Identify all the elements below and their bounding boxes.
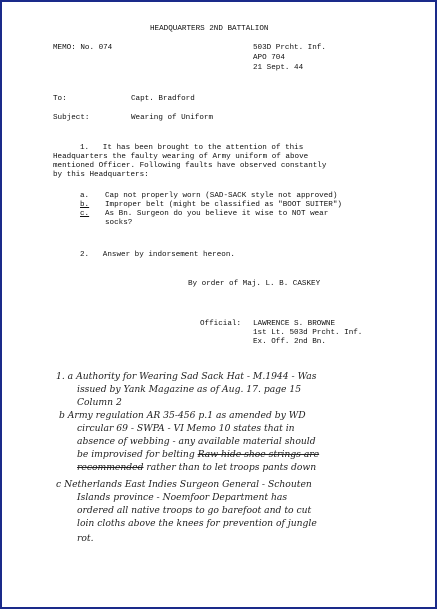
memo-apo: APO 704 (253, 54, 285, 62)
fault-b-letter: b. (80, 201, 90, 209)
handwritten-a-line: Column 2 (77, 397, 122, 408)
handwritten-b-struck-text: Raw hide shoe strings are (197, 449, 320, 460)
header-title: HEADQUARTERS 2ND BATTALION (150, 25, 269, 33)
order-line: By order of Maj. L. B. CASKEY (188, 280, 321, 288)
fault-a-text: Cap not properly worn (SAD-SACK style not approved) (105, 192, 338, 200)
handwritten-b-line: b Army regulation AR 35-456 p.1 as amended by WD (59, 410, 306, 421)
para1-line: mentioned Officer. Following faults have observed constantly (53, 162, 327, 170)
handwritten-b-text: be improvised for belting (77, 449, 195, 460)
handwritten-c-line: loin cloths above the knees for prevention of jungle (77, 518, 317, 529)
handwritten-a-line: issued by Yank Magazine as of Aug. 17. page 15 (77, 384, 302, 395)
memo-date: 21 Sept. 44 (253, 64, 304, 72)
to-label: To: (53, 95, 67, 103)
para2: 2. Answer by indorsement hereon. (80, 251, 235, 259)
fault-a-letter: a. (80, 192, 90, 200)
memo-number: MEMO: No. 074 (53, 44, 113, 52)
fault-c-text: As Bn. Surgeon do you believe it wise to NOT wear (105, 210, 329, 218)
fault-c-letter: c. (80, 210, 90, 218)
handwritten-b-text: rather than to let troops pants down (146, 462, 317, 473)
signature-name: LAWRENCE S. BROWNE (253, 320, 336, 328)
subject-value: Wearing of Uniform (131, 114, 214, 122)
handwritten-b-line: absence of webbing - any available material should (77, 436, 316, 447)
para1-line: Headquarters the faulty wearing of Army uniform of above (53, 153, 309, 161)
handwritten-c-line: Islands province - Noemfoor Department has (77, 492, 288, 503)
memo-unit: 503D Prcht. Inf. (253, 44, 326, 52)
handwritten-c-line: ordered all native troops to go barefoot and to cut (77, 505, 312, 516)
handwritten-c-line: c Netherlands East Indies Surgeon General - Schouten (56, 479, 312, 490)
to-value: Capt. Bradford (131, 95, 195, 103)
handwritten-c-line: rot. (77, 533, 94, 544)
fault-b-text: Improper belt (might be classified as "BOOT SUITER") (105, 201, 342, 209)
para1-line: by this Headquarters: (53, 171, 149, 179)
para1-line: 1. It has been brought to the attention of this (80, 144, 304, 152)
signature-rank: 1st Lt. 503d Prcht. Inf. (253, 329, 363, 337)
handwritten-b-struck-text: recommended (77, 462, 144, 473)
subject-label: Subject: (53, 114, 90, 122)
handwritten-b-line (77, 462, 316, 475)
handwritten-b-line: circular 69 - SWPA - VI Memo 10 states that in (77, 423, 295, 434)
fault-c-text-cont: socks? (105, 219, 133, 227)
signature-position: Ex. Off. 2nd Bn. (253, 338, 326, 346)
handwritten-b-line (77, 449, 319, 462)
handwritten-a-line: 1. a Authority for Wearing Sad Sack Hat - M.1944 - Was (56, 371, 317, 382)
signature-label: Official: (200, 320, 242, 328)
